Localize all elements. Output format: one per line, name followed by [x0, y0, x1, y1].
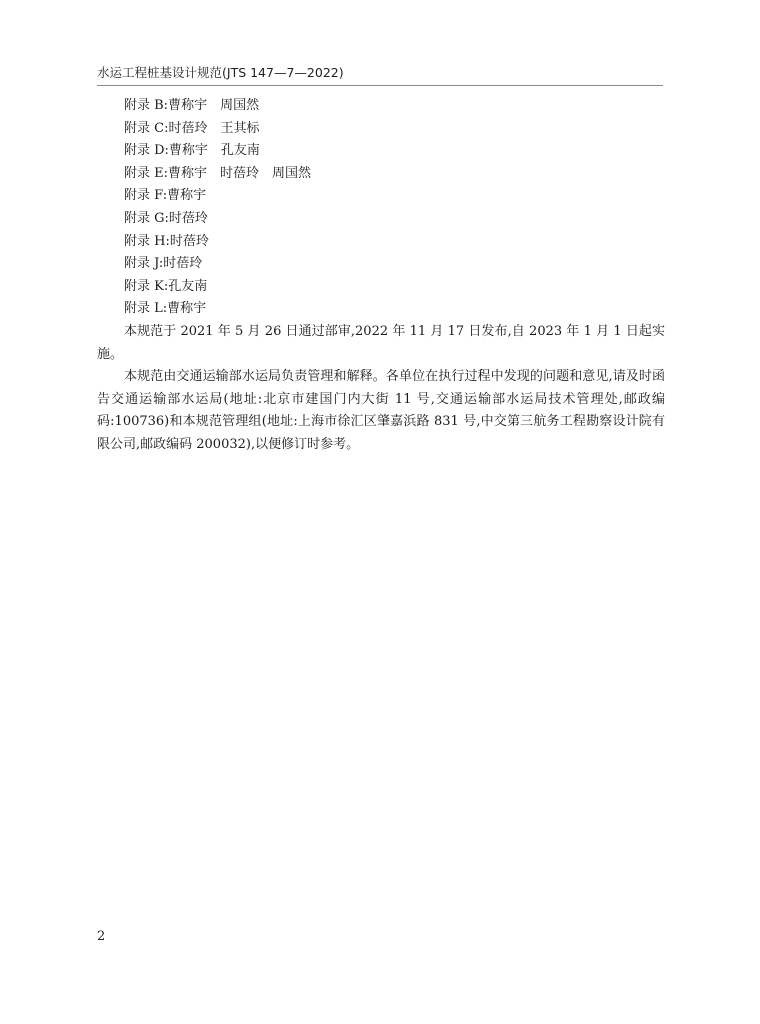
effective-date-paragraph: 本规范于 2021 年 5 月 26 日通过部审,2022 年 11 月 17 日发布,自 2023 年 1 月 1 日起实施。 — [97, 323, 665, 362]
appendix-author-item: 附录 E:曹称宇 时蓓玲 周国然 — [124, 165, 312, 181]
page-body — [97, 95, 665, 457]
page-number: 2 — [97, 929, 106, 944]
appendix-author-item: 附录 J:时蓓玲 — [124, 256, 203, 272]
running-header — [97, 64, 663, 86]
appendix-author-item: 附录 D:曹称宇 孔友南 — [124, 143, 260, 159]
appendix-author-item: 附录 H:时蓓玲 — [124, 233, 209, 249]
appendix-author-item: 附录 K:孔友南 — [124, 278, 208, 294]
appendix-author-list — [97, 95, 665, 321]
appendix-author-item: 附录 G:时蓓玲 — [124, 210, 208, 226]
appendix-author-item: 附录 C:时蓓玲 王其标 — [124, 120, 260, 136]
appendix-author-item: 附录 B:曹称宇 周国然 — [124, 98, 260, 113]
appendix-author-item: 附录 L:曹称宇 — [124, 301, 207, 317]
appendix-author-item: 附录 F:曹称宇 — [124, 188, 207, 204]
management-contact-paragraph: 本规范由交通运输部水运局负责管理和解释。各单位在执行过程中发现的问题和意见,请及时函告交通运输部水运局(地址:北京市建国门内大街 11 号,交通运输部水运局技术管理处,邮政编码:100736)和本规范管理组(地址:上海市徐汇区肇嘉浜路 831 号,中交第三航务工程勘察设计院有限公司,邮政编码 200032),以便修订时参考。 — [97, 369, 665, 452]
running-title: 水运工程桩基设计规范(JTS 147—7—2022) — [97, 65, 344, 80]
